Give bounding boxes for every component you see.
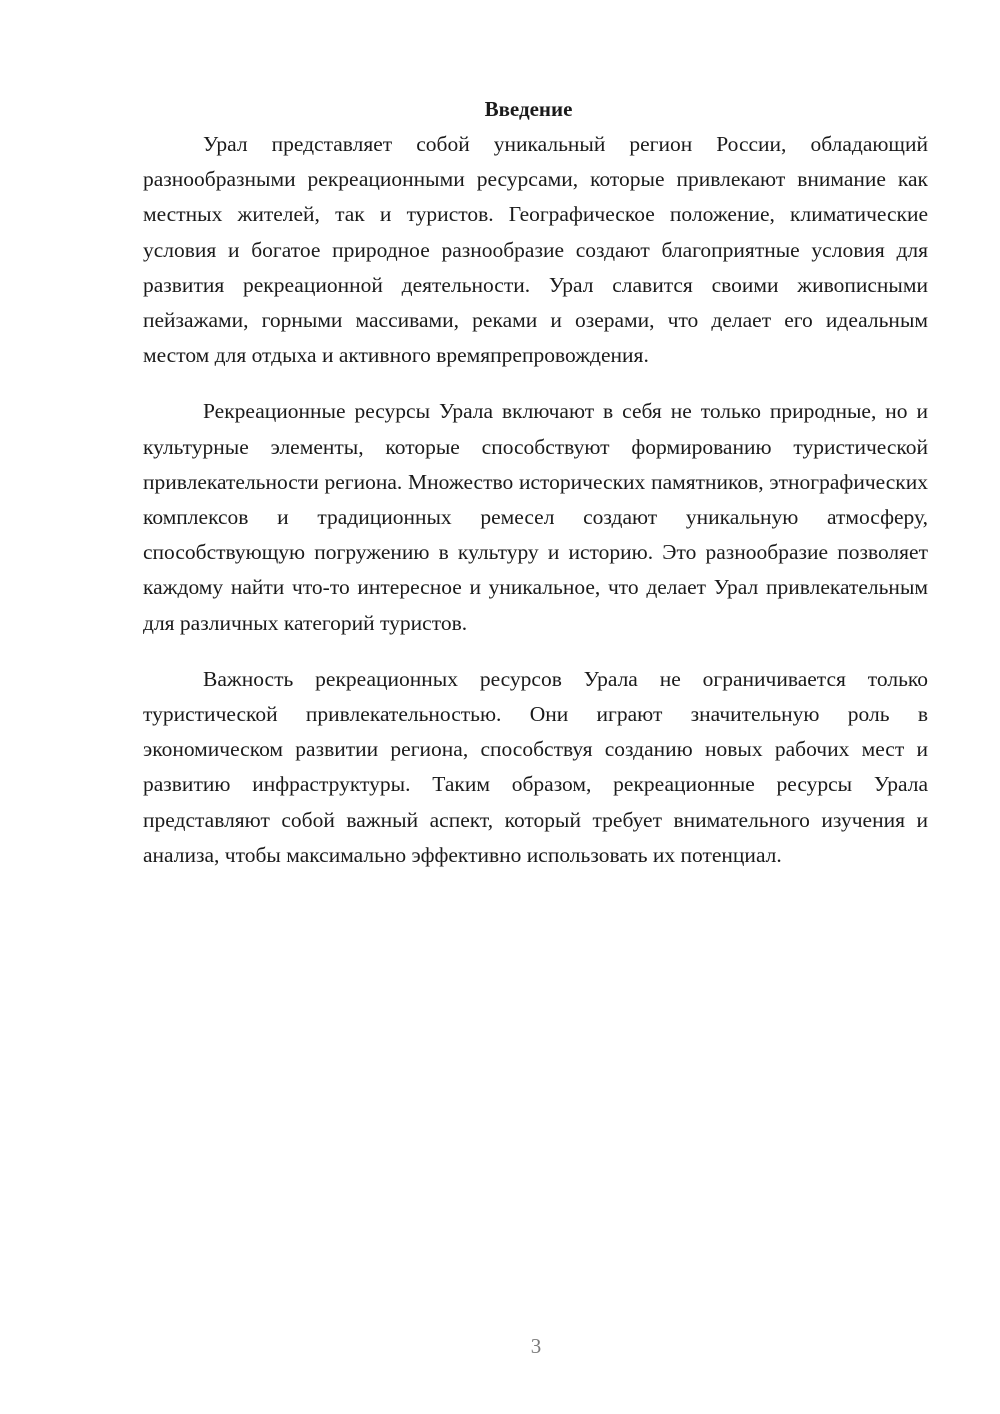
section-heading: Введение xyxy=(484,97,573,121)
paragraph-3: Важность рекреационных ресурсов Урала не ограничивается только туристической привлекательностью. Они играют значительную роль в экономическом развитии региона, способствуя созданию новых рабочих мест и развитию инфраструктуры. Таким образом, рекреационные ресурсы Урала представляют собой важный аспект, который требует внимательного изучения и анализа, чтобы максимально эффективно использовать их потенциал. xyxy=(143,666,928,867)
paragraph-1: Урал представляет собой уникальный регион России, обладающий разнообразными рекреационными ресурсами, которые привлекают внимание как местных жителей, так и туристов. Географическое положение, климатические условия и богатое природное разнообразие создают благоприятные условия для развития рекреационной деятельности. Урал славится своими живописными пейзажами, горными массивами, реками и озерами, что делает его идеальным местом для отдыха и активного времяпрепровождения. xyxy=(143,132,928,368)
page-number: 3 xyxy=(530,1334,542,1358)
page-content xyxy=(143,92,928,873)
paragraph-2: Рекреационные ресурсы Урала включают в себя не только природные, но и культурные элементы, которые способствуют формированию туристической привлекательности региона. Множество исторических памятников, этнографических комплексов и традиционных ремесел создают уникальную атмосферу, способствующую погружению в культуру и историю. Это разнообразие позволяет каждому найти что-то интересное и уникальное, что делает Урал привлекательным для различных категорий туристов. xyxy=(143,399,928,635)
